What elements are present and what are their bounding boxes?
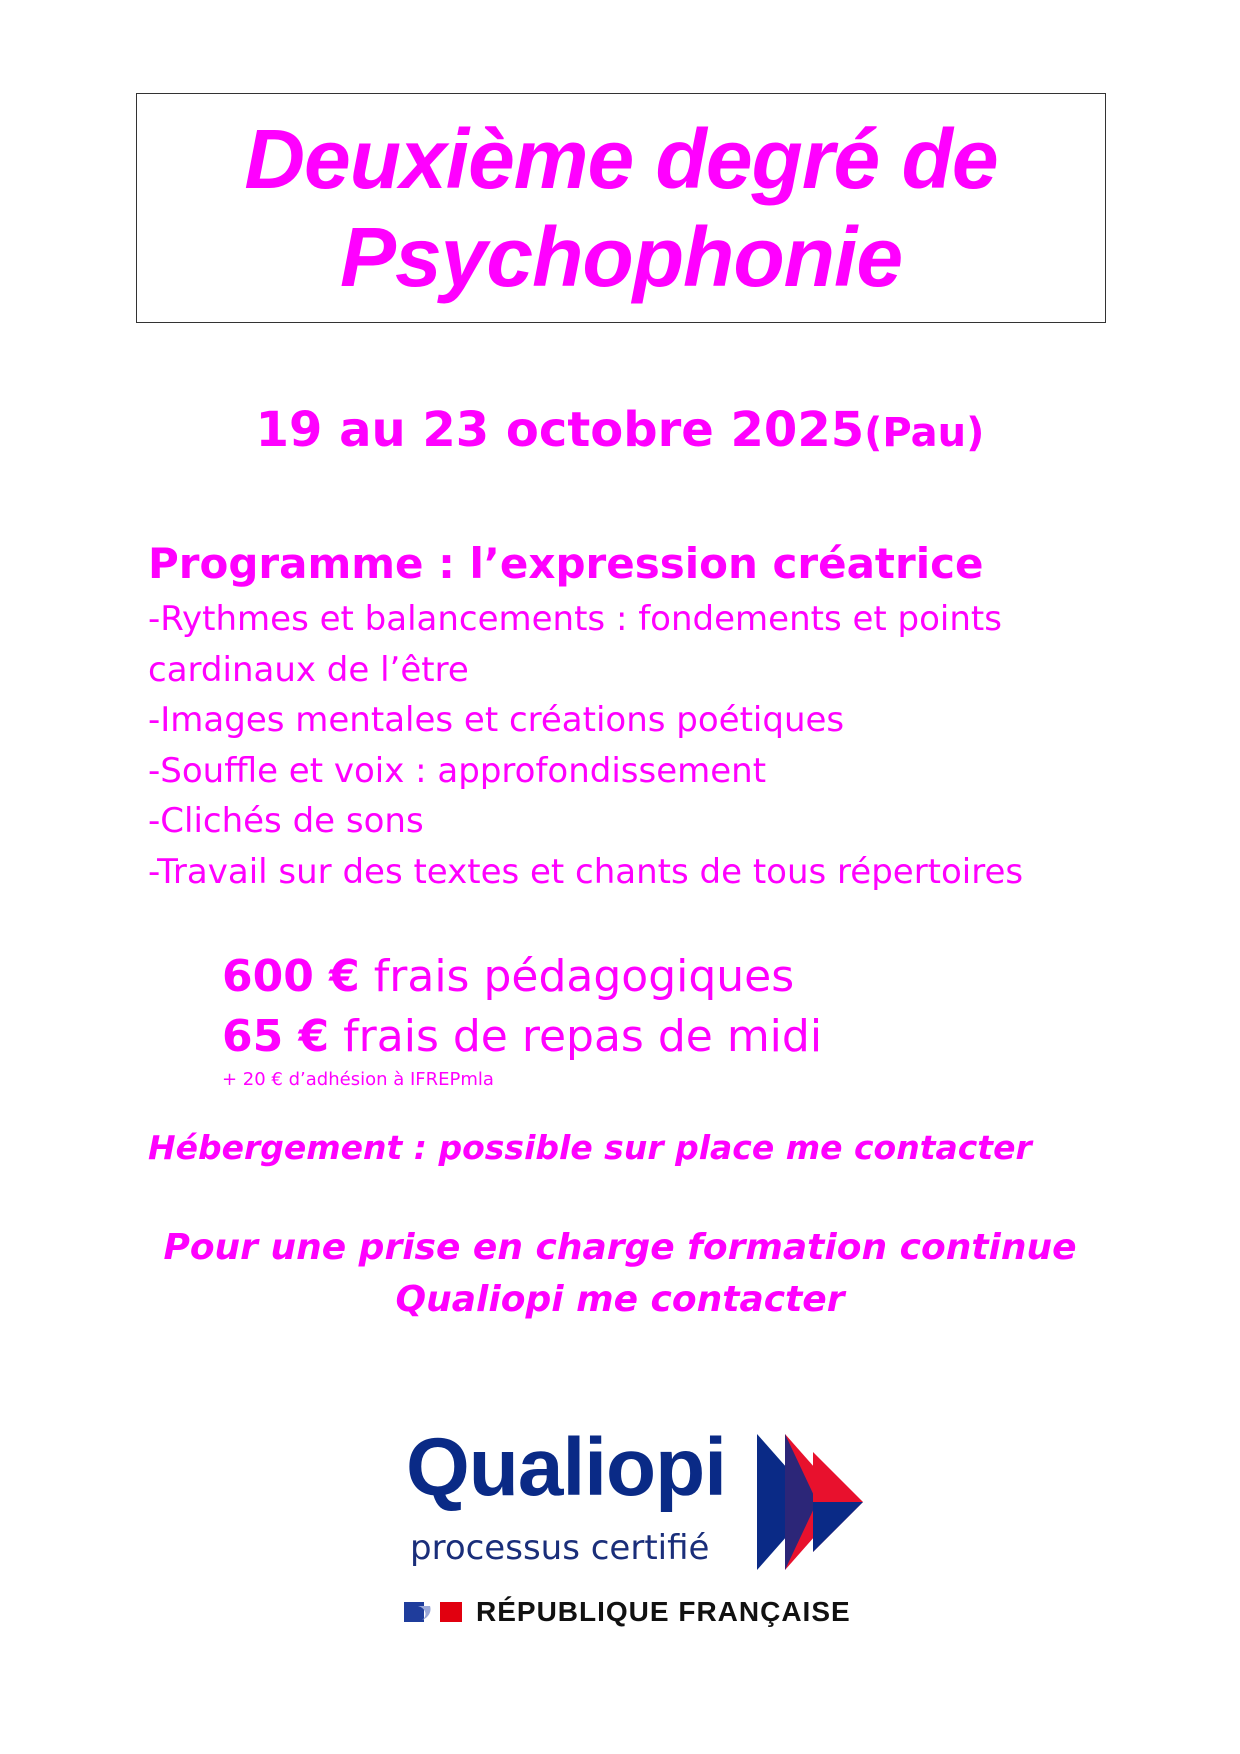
title-line-1: Deuxième degré de bbox=[244, 112, 998, 206]
prise-line-1: Pour une prise en charge formation continue bbox=[163, 1227, 1077, 1268]
fee-amount: 600 € bbox=[222, 951, 360, 1002]
qualiopi-arrows-icon bbox=[755, 1432, 875, 1572]
programme-item: -Clichés de sons bbox=[148, 801, 424, 841]
event-location: (Pau) bbox=[864, 410, 985, 456]
fee-label: frais pédagogiques bbox=[373, 951, 795, 1002]
programme-item: -Travail sur des textes et chants de tous répertoires bbox=[148, 851, 1024, 892]
qualiopi-tagline: processus certifié bbox=[410, 1528, 710, 1568]
date-range: 19 au 23 octobre 2025 bbox=[255, 402, 865, 458]
fee-meals bbox=[222, 1008, 822, 1066]
title-box bbox=[136, 93, 1106, 323]
programme-heading: Programme : l’expression créatrice bbox=[148, 539, 984, 588]
programme-item: -Rythmes et balancements : fondements et points cardinaux de l’être bbox=[148, 599, 1002, 690]
prise-en-charge-note bbox=[0, 1222, 1240, 1326]
event-dates bbox=[0, 400, 1240, 463]
hebergement-note: Hébergement : possible sur place me contacter bbox=[148, 1128, 1032, 1167]
programme-item: -Souffle et voix : approfondissement bbox=[148, 750, 767, 791]
fee-amount: 65 € bbox=[222, 1011, 330, 1062]
programme-item: -Images mentales et créations poétiques bbox=[148, 700, 845, 740]
fee-label: frais de repas de midi bbox=[343, 1011, 823, 1062]
programme-list bbox=[148, 594, 1148, 897]
fee-pedagogical bbox=[222, 948, 794, 1006]
qualiopi-brand: Qualiopi bbox=[406, 1422, 726, 1513]
marianne-flag-icon bbox=[404, 1600, 462, 1624]
republique-text: RÉPUBLIQUE FRANÇAISE bbox=[476, 1596, 851, 1627]
prise-line-2: Qualiopi me contacter bbox=[395, 1279, 845, 1320]
republique-francaise-block bbox=[404, 1592, 851, 1632]
title-line-2: Psychophonie bbox=[339, 210, 903, 304]
adhesion-note: + 20 € d’adhésion à IFREPmla bbox=[222, 1069, 494, 1090]
